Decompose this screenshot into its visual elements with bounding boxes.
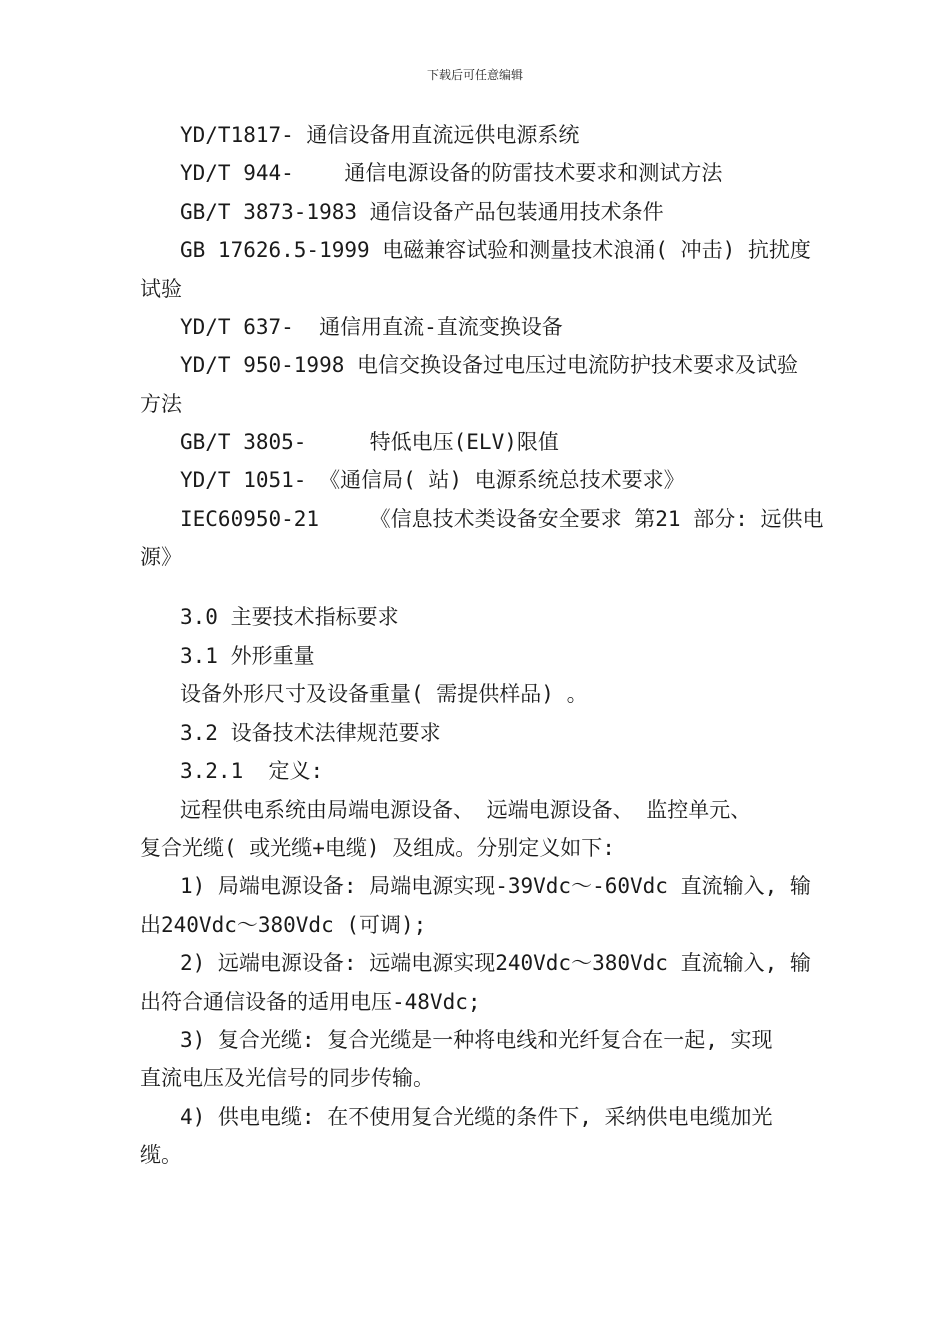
text-line: 试验 — [140, 277, 182, 301]
text-line: GB/T 3873-1983 通信设备产品包装通用技术条件 — [180, 200, 664, 224]
text-line: 出符合通信设备的适用电压-48Vdc; — [140, 990, 481, 1014]
text-line: YD/T 950-1998 电信交换设备过电压过电流防护技术要求及试验 — [180, 353, 799, 377]
list-item: 2) 远端电源设备: 远端电源实现240Vdc～380Vdc 直流输入, 输 — [180, 951, 811, 975]
text-line: YD/T 944- 通信电源设备的防雷技术要求和测试方法 — [180, 161, 723, 185]
text-line: 方法 — [140, 392, 182, 416]
text-line: YD/T1817- 通信设备用直流远供电源系统 — [180, 123, 580, 147]
section-heading: 3.0 主要技术指标要求 — [180, 605, 399, 629]
text-line: YD/T 1051- 《通信局( 站) 电源系统总技术要求》 — [180, 468, 685, 492]
list-item: 3) 复合光缆: 复合光缆是一种将电线和光纤复合在一起, 实现 — [180, 1028, 773, 1052]
page-header: 下载后可任意编辑 — [426, 68, 523, 82]
section-heading: 3.2.1 定义: — [180, 759, 324, 783]
text-line: 远程供电系统由局端电源设备、 远端电源设备、 监控单元、 — [180, 798, 752, 822]
text-line: YD/T 637- 通信用直流-直流变换设备 — [180, 315, 563, 339]
text-line: GB 17626.5-1999 电磁兼容试验和测量技术浪涌( 冲击) 抗扰度 — [180, 238, 811, 262]
list-item: 1) 局端电源设备: 局端电源实现-39Vdc～-60Vdc 直流输入, 输 — [180, 874, 811, 898]
text-line: GB/T 3805- 特低电压(ELV)限值 — [180, 430, 559, 454]
text-line: 复合光缆( 或光缆+电缆) 及组成。分别定义如下: — [140, 836, 615, 860]
section-heading: 3.1 外形重量 — [180, 644, 315, 668]
text-line: 源》 — [140, 545, 182, 569]
text-line: 直流电压及光信号的同步传输。 — [140, 1066, 434, 1090]
text-line: IEC60950-21 《信息技术类设备安全要求 第21 部分: 远供电 — [180, 507, 824, 531]
text-line: 设备外形尺寸及设备重量( 需提供样品) 。 — [180, 682, 588, 706]
text-line: 缆。 — [140, 1143, 182, 1167]
text-line: 出240Vdc～380Vdc (可调); — [140, 913, 427, 937]
section-heading: 3.2 设备技术法律规范要求 — [180, 721, 441, 745]
list-item: 4) 供电电缆: 在不使用复合光缆的条件下, 采纳供电电缆加光 — [180, 1105, 773, 1129]
